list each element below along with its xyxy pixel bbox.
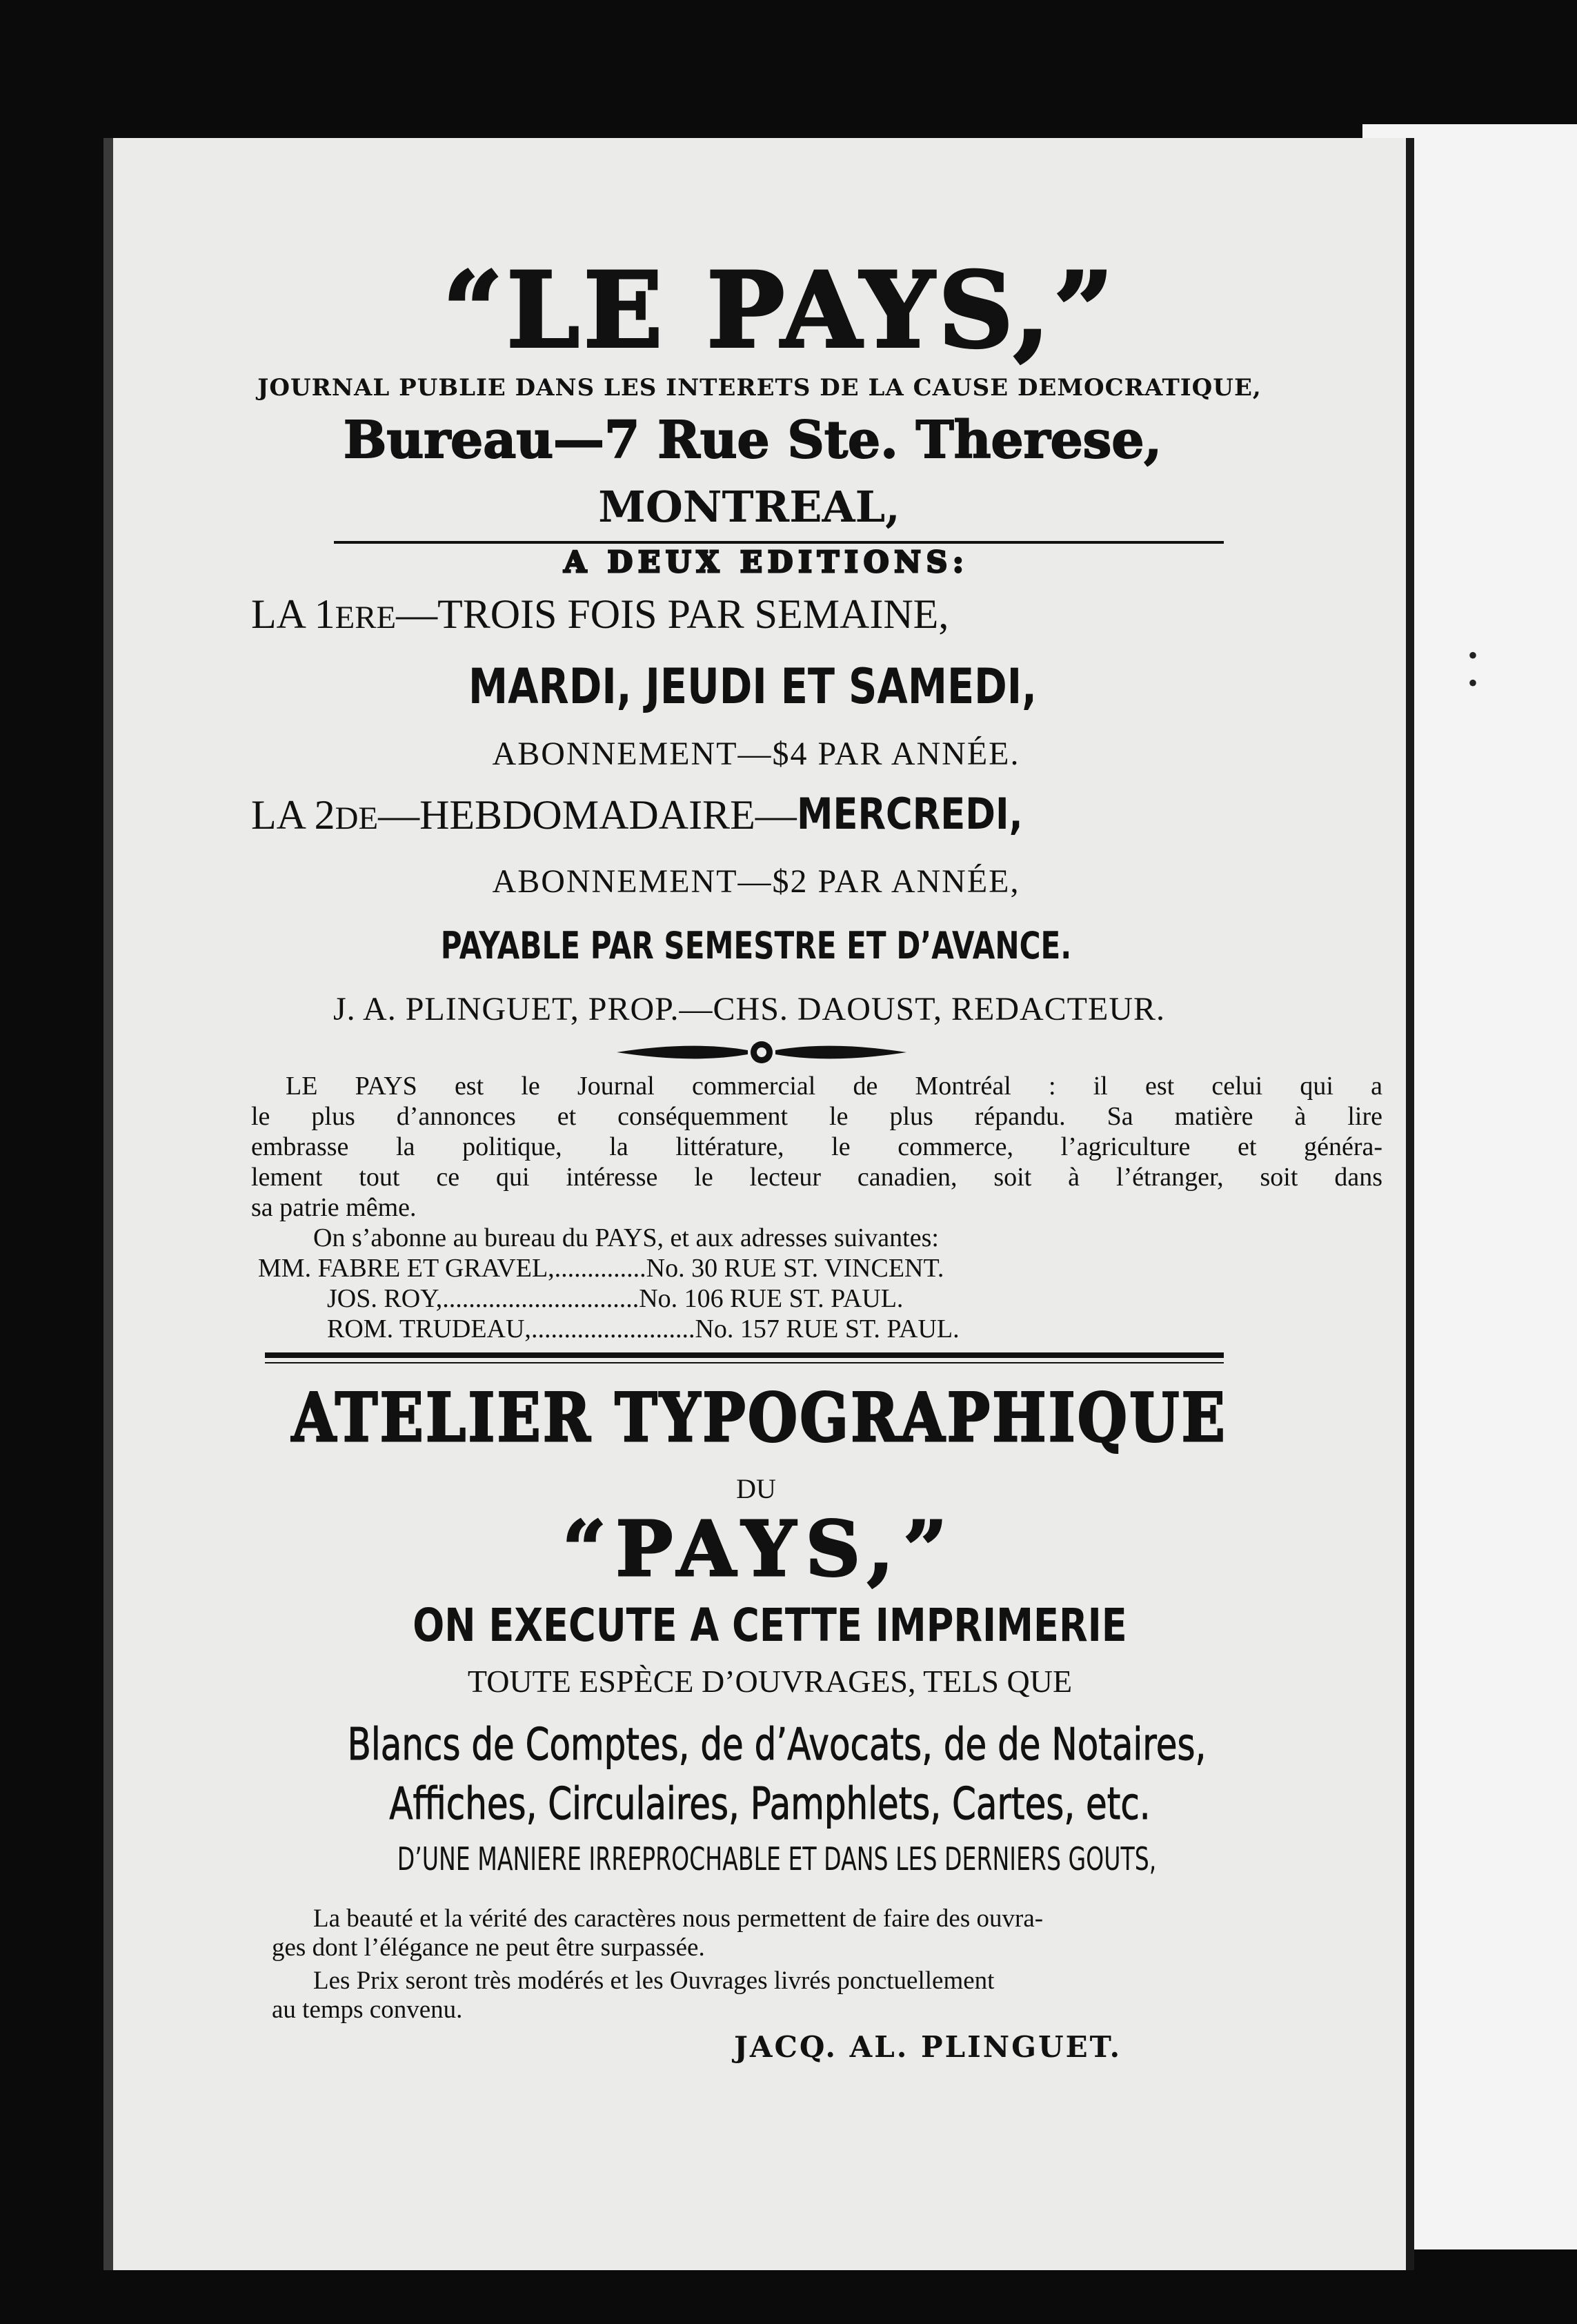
bureau-address: Bureau—7 Rue Ste. Therese, <box>343 411 1162 470</box>
atelier-para2b: au temps convenu. <box>272 1996 463 2024</box>
address-row: ROM. TRUDEAU,.........................No. 157 RUE ST. PAUL. <box>327 1314 960 1343</box>
address-row: JOS. ROY,..............................No. 106 RUE ST. PAUL. <box>327 1284 904 1313</box>
atelier-para1a: La beauté et la vérité des caractères nous permettent de faire des ouvra- <box>313 1904 1044 1933</box>
atelier-line2: TOUTE ESPÈCE D’OUVRAGES, TELS QUE <box>467 1664 1073 1699</box>
atelier-signature: JACQ. AL. PLINGUET. <box>734 2030 1122 2064</box>
atelier-line5: D’UNE MANIERE IRREPROCHABLE ET DANS LES DERNIERS GOUTS, <box>397 1840 1157 1878</box>
agent-address: No. 106 RUE ST. PAUL. <box>639 1284 904 1313</box>
description-line: embrasse la politique, la littérature, le commerce, l’agriculture et généra- <box>251 1132 1382 1161</box>
masthead-title: “LE PAYS,” <box>443 250 1118 371</box>
agent-name: MM. FABRE ET GRAVEL, <box>258 1254 555 1283</box>
agent-address: No. 157 RUE ST. PAUL. <box>695 1314 960 1343</box>
address-row: MM. FABRE ET GRAVEL,..............No. 30 RUE ST. VINCENT. <box>258 1254 944 1283</box>
section-rule <box>265 1352 1224 1358</box>
adjacent-page-marks: • • <box>1468 640 1478 698</box>
staff-credits: J. A. PLINGUET, PROP.—CHS. DAOUST, REDACTEUR. <box>333 991 1165 1027</box>
description-line: sa patrie même. <box>251 1193 417 1222</box>
agent-name: ROM. TRUDEAU, <box>327 1314 531 1343</box>
masthead-subtitle: JOURNAL PUBLIE DANS LES INTERETS DE LA CAUSE DEMOCRATIQUE, <box>257 374 1262 402</box>
atelier-line1: ON EXECUTE A CETTE IMPRIMERIE <box>413 1599 1127 1652</box>
description-line: LE PAYS est le Journal commercial de Montréal : il est celui qui a <box>286 1072 1382 1101</box>
agent-name: JOS. ROY, <box>327 1284 443 1313</box>
second-edition-line: LA 2DE—HEBDOMADAIRE—MERCREDI, <box>251 789 1023 839</box>
atelier-para1b: ges dont l’élégance ne peut être surpassée. <box>272 1933 705 1962</box>
atelier-du: DU <box>736 1473 776 1504</box>
ornament-divider <box>610 1035 913 1070</box>
first-edition-days: MARDI, JEUDI ET SAMEDI, <box>468 658 1037 715</box>
section-rule-thin <box>265 1362 1224 1363</box>
description-line: le plus d’annonces et conséquemment le plus répandu. Sa matière à lire <box>251 1102 1382 1131</box>
atelier-title: ATELIER TYPOGRAPHIQUE <box>291 1379 1228 1457</box>
description-paragraph <box>251 1071 1382 1223</box>
payable-terms: PAYABLE PAR SEMESTRE ET D’AVANCE. <box>440 924 1072 967</box>
atelier-name: “PAYS,” <box>562 1504 957 1593</box>
description-line: lement tout ce qui intéresse le lecteur canadien, soit à l’étranger, soit dans <box>251 1163 1382 1192</box>
agent-address: No. 30 RUE ST. VINCENT. <box>646 1254 944 1283</box>
first-edition-line: LA 1ERE—TROIS FOIS PAR SEMAINE, <box>251 591 949 637</box>
first-edition-price: ABONNEMENT—$4 PAR ANNÉE. <box>492 736 1020 772</box>
atelier-line4: Affiches, Circulaires, Pamphlets, Cartes, etc. <box>389 1779 1151 1830</box>
city-name: MONTREAL, <box>598 482 900 532</box>
masthead-rule <box>334 541 1224 544</box>
document-page <box>103 138 1414 2270</box>
atelier-line3: Blancs de Comptes, de d’Avocats, de de Notaires, <box>347 1720 1207 1771</box>
atelier-para2a: Les Prix seront très modérés et les Ouvrages livrés ponctuellement <box>313 1967 995 1995</box>
second-edition-price: ABONNEMENT—$2 PAR ANNÉE, <box>492 863 1020 900</box>
subscribe-note: On s’abonne au bureau du PAYS, et aux adresses suivantes: <box>313 1223 939 1252</box>
editions-heading: A DEUX EDITIONS: <box>564 545 969 579</box>
